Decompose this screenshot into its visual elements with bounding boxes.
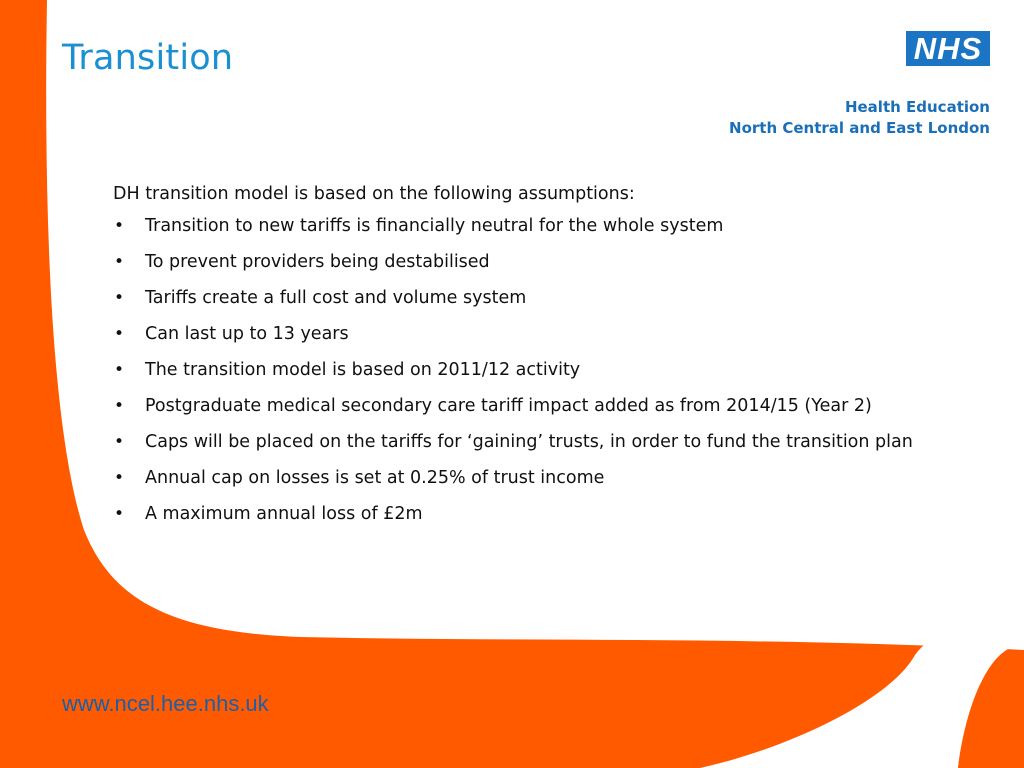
bullet-icon: • [114,432,125,452]
list-item-text: The transition model is based on 2011/12 activity [145,360,581,380]
list-item [113,496,993,532]
bullet-icon: • [114,468,125,488]
slide-title: Transition [62,38,234,78]
bullet-icon: • [114,288,125,308]
intro-text: DH transition model is based on the following assumptions: [113,184,635,204]
list-item-text: To prevent providers being destabilised [145,252,490,272]
bullet-icon: • [114,252,125,272]
bullet-icon: • [114,216,125,236]
organisation-name [729,97,990,139]
list-item-text: Annual cap on losses is set at 0.25% of trust income [145,468,605,488]
bullet-list-assumptions [113,208,993,352]
list-item-text: Tariffs create a full cost and volume system [145,288,527,308]
list-item-text: A maximum annual loss of £2m [145,504,423,524]
list-item-text: Can last up to 13 years [145,324,349,344]
bullet-icon: • [114,360,125,380]
list-item-text: Caps will be placed on the tariffs for ‘gaining’ trusts, in order to fund the transition plan [145,432,913,452]
bullet-list-model-details [113,352,993,532]
organisation-name-line2: North Central and East London [729,119,990,137]
list-item-text: Postgraduate medical secondary care tariff impact added as from 2014/15 (Year 2) [145,396,872,416]
footer-website-link[interactable]: www.ncel.hee.nhs.uk [62,691,269,716]
list-item [113,352,993,388]
list-item [113,424,993,460]
slide-content [113,180,993,532]
list-item [113,208,993,244]
list-item [113,316,993,352]
list-item-text: Transition to new tariffs is financially neutral for the whole system [145,216,724,236]
bullet-icon: • [114,324,125,344]
list-item [113,388,993,424]
nhs-logo: NHS [906,31,990,66]
list-item [113,460,993,496]
organisation-name-line1: Health Education [844,98,990,116]
bullet-icon: • [114,396,125,416]
bullet-icon: • [114,504,125,524]
list-item [113,280,993,316]
list-item [113,244,993,280]
